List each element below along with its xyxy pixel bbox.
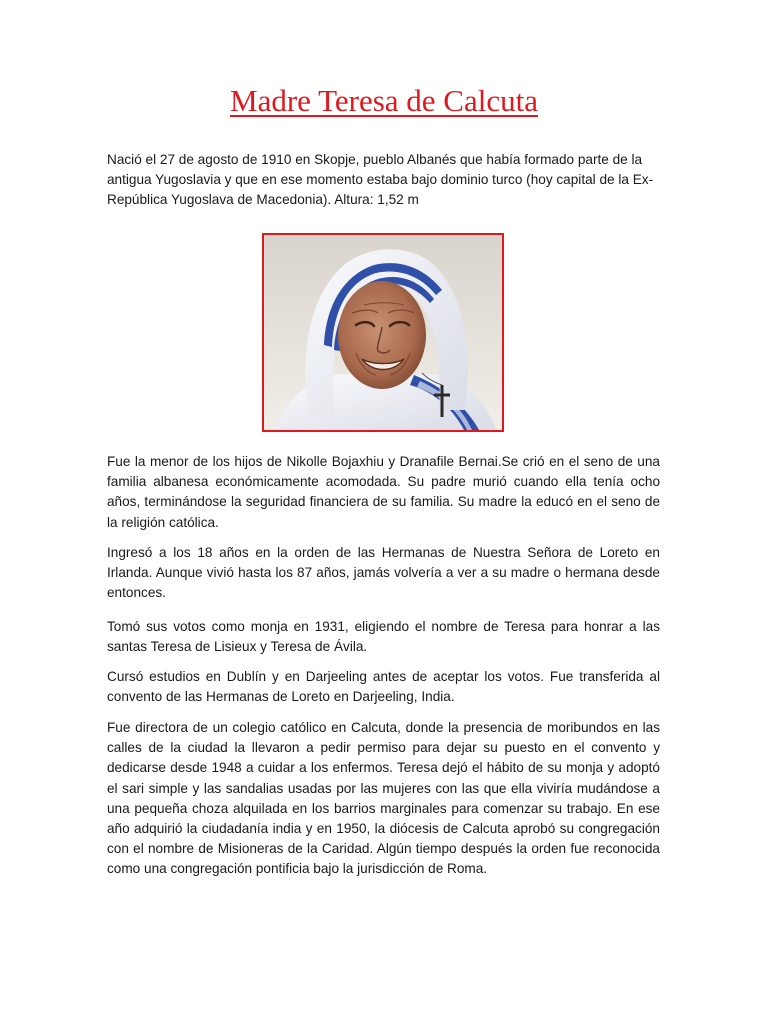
paragraph-family: Fue la menor de los hijos de Nikolle Bojaxhiu y Dranafile Bernai.Se crió en el seno de una familia albanesa económicamente acomodada. Su padre murió cuando ella tenía ocho años, terminándose la seguridad financiera de su familia. Su madre la educó en el seno de la religión católica. — [107, 454, 660, 530]
paragraph-calcutta: Fue directora de un colegio católico en Calcuta, donde la presencia de moribundos en las calles de la ciudad la llevaron a pedir permiso para dejar su puesto en el convento y dedicarse desde 1948 a cuidar a los enfermos. Teresa dejó el hábito de su monja y adoptó el sari simple y las sandalias usadas por las mujeres con las que ella viviría mudándose a una pequeña choza alquilada en los barrios marginales para comenzar su trabajo. En ese año adquirió la ciudadanía india y en 1950, la diócesis de Calcuta aprobó su congregación con el nombre de Misioneras de la Caridad. Algún tiempo después la orden fue reconocida como una congregación pontificia bajo la jurisdicción de Roma. — [107, 720, 660, 877]
paragraph-birth: Nació el 27 de agosto de 1910 en Skopje, pueblo Albanés que había formado parte de la antigua Yugoslavia y que en ese momento estaba bajo dominio turco (hoy capital de la Ex-República Yugoslava de Macedonia). Altura: 1,52 m — [107, 152, 654, 208]
document-title: Madre Teresa de Calcuta — [230, 83, 538, 118]
portrait-photo — [262, 233, 504, 432]
paragraph-loreto: Ingresó a los 18 años en la orden de las Hermanas de Nuestra Señora de Loreto en Irlanda. Aunque vivió hasta los 87 años, jamás volvería a ver a su madre o hermana desde entonces. — [107, 545, 660, 601]
portrait-illustration — [264, 235, 502, 430]
paragraph-vows: Tomó sus votos como monja en 1931, eligiendo el nombre de Teresa para honrar a las santas Teresa de Lisieux y Teresa de Ávila. — [107, 619, 660, 655]
paragraph-studies: Cursó estudios en Dublín y en Darjeeling antes de aceptar los votos. Fue transferida al convento de las Hermanas de Loreto en Darjeeling, India. — [107, 669, 660, 705]
